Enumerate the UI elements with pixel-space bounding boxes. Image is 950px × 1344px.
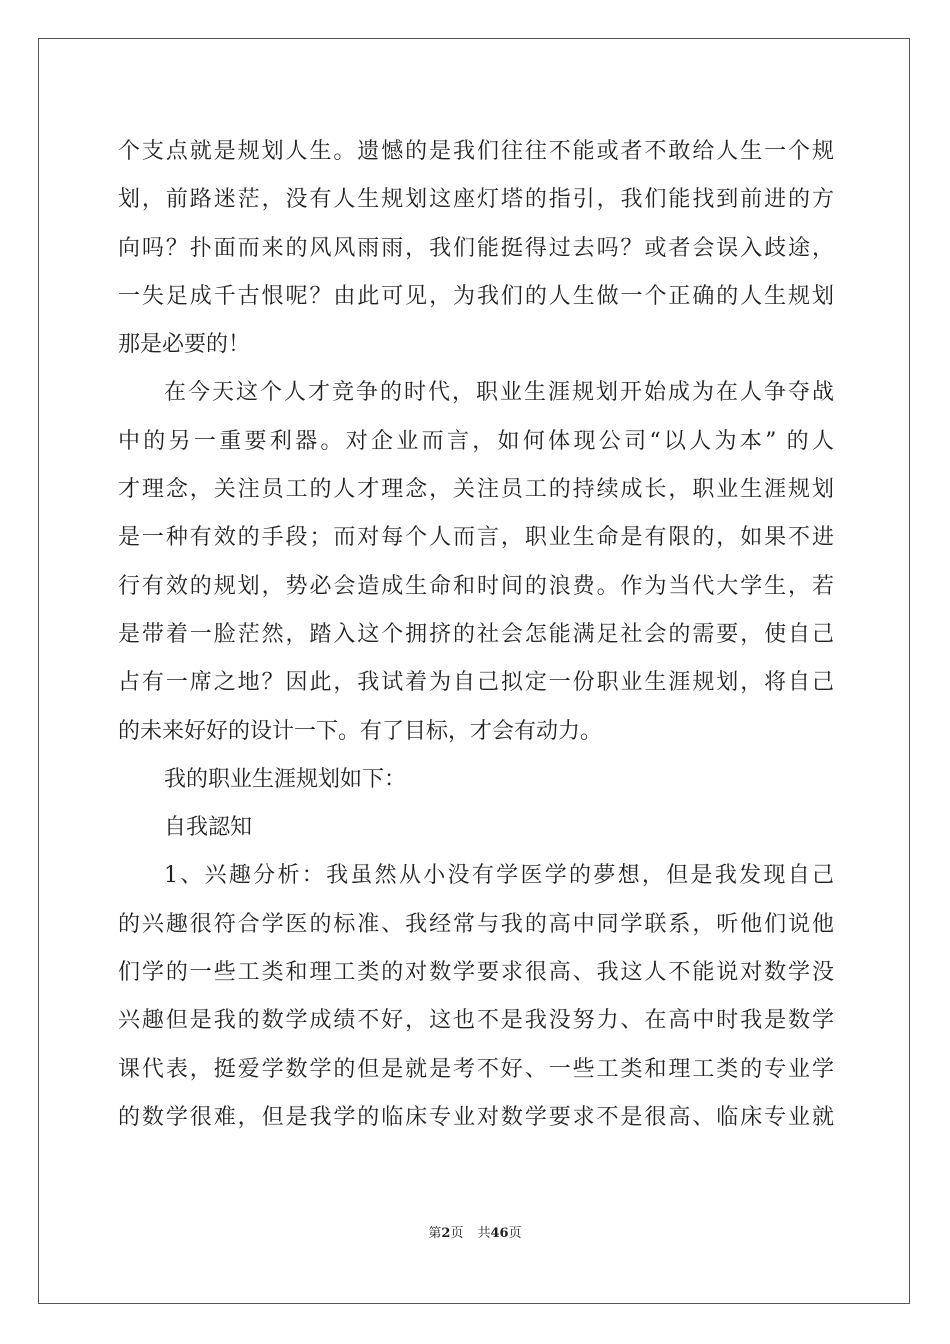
- body-line: 的兴趣很符合学医的标准、我经常与我的高中同学联系，听他们说他: [118, 911, 834, 937]
- page-footer: [0, 1222, 950, 1241]
- body-line: 一失足成千古恨呢？由此可见，为我们的人生做一个正确的人生规划: [118, 283, 834, 309]
- body-line: 们学的一些工类和理工类的对数学要求很高、我这人不能说对数学没: [118, 960, 834, 986]
- section-heading: 自我認知: [164, 815, 253, 841]
- section-heading: 我的职业生涯规划如下：: [164, 766, 407, 792]
- body-line: 课代表，挺爱学数学的但是就是考不好、一些工类和理工类的专业学: [118, 1056, 834, 1082]
- page-number: 2: [441, 1226, 451, 1241]
- body-line: 个支点就是规划人生。遗憾的是我们往往不能或者不敢给人生一个规: [118, 139, 834, 164]
- total-suffix: 页: [508, 1226, 522, 1241]
- body-line: 中的另一重要利器。对企业而言，如何体现公司“以人为本” 的人: [118, 428, 834, 454]
- body-line: 行有效的规划，势必会造成生命和时间的浪费。作为当代大学生，若: [118, 573, 834, 599]
- page-suffix: 页: [450, 1226, 464, 1241]
- body-line: 向吗？扑面而来的风风雨雨，我们能挺得过去吗？或者会误入歧途，: [118, 235, 834, 261]
- total-pages: 46: [490, 1226, 509, 1241]
- body-line: 兴趣但是我的数学成绩不好，这也不是我没努力、在高中时我是数学: [118, 1008, 834, 1034]
- document-body: [118, 128, 834, 1142]
- body-line: 划，前路迷茫，没有人生规划这座灯塔的指引，我们能找到前进的方: [118, 187, 834, 213]
- total-prefix: 共: [477, 1226, 491, 1241]
- page-prefix: 第: [428, 1226, 442, 1241]
- body-line: 占有一席之地？因此，我试着为自己拟定一份职业生涯规划，将自己: [118, 670, 834, 696]
- body-line: 那是必要的！: [118, 332, 251, 358]
- body-line: 才理念，关注员工的人才理念，关注员工的持续成长，职业生涯规划: [118, 477, 834, 503]
- body-line: 是带着一脸茫然，踏入这个拥挤的社会怎能满足社会的需要，使自己: [118, 621, 834, 647]
- body-line: 是一种有效的手段；而对每个人而言，职业生命是有限的，如果不进: [118, 525, 834, 551]
- body-line: 1、兴趣分析：我虽然从小没有学医学的夢想，但是我发现自己: [164, 863, 834, 889]
- body-line: 的数学很难，但是我学的临床专业对数学要求不是很高、临床专业就: [118, 1104, 834, 1130]
- body-line: 的未来好好的设计一下。有了目标，才会有动力。: [118, 718, 603, 744]
- body-line: 在今天这个人才竞争的时代，职业生涯规划开始成为在人争夺战: [164, 380, 834, 406]
